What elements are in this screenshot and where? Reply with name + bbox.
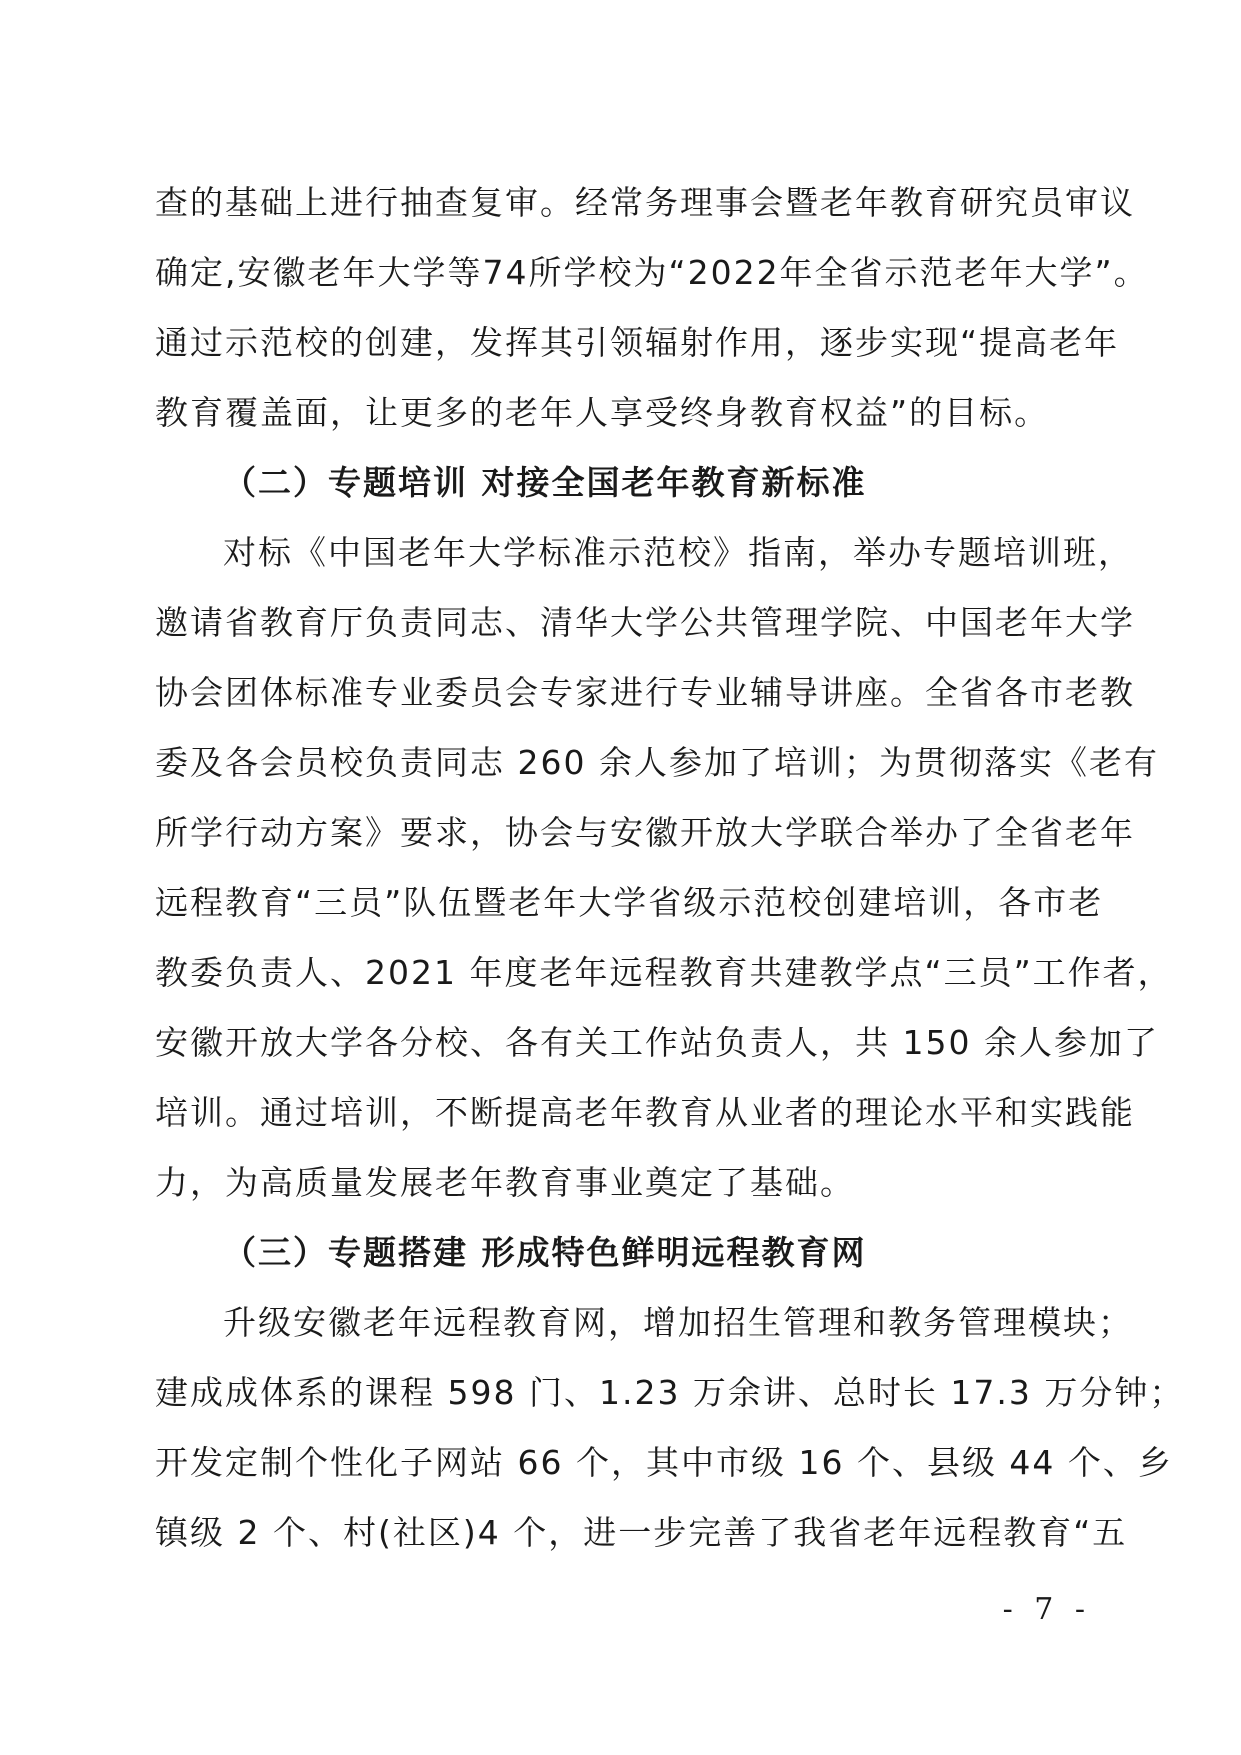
paragraph1-line-4: 教育覆盖面，让更多的老年人享受终身教育权益”的目标。: [155, 393, 1050, 432]
paragraph1-line-1: 查的基础上进行抽查复审。经常务理事会暨老年教育研究员审议: [155, 183, 1135, 222]
paragraph2-line-10: 力，为高质量发展老年教育事业奠定了基础。: [155, 1163, 855, 1202]
page-number: - 7 -: [1002, 1592, 1091, 1627]
paragraph3-line-1: 升级安徽老年远程教育网，增加招生管理和教务管理模块；: [223, 1303, 1133, 1342]
paragraph3-line-4: 镇级 2 个、村(社区)4 个，进一步完善了我省老年远程教育“五: [155, 1513, 1128, 1552]
section-heading-3: （三）专题搭建 形成特色鲜明远程教育网: [223, 1233, 867, 1272]
document-body: [155, 168, 1185, 1568]
paragraph2-line-7: 教委负责人、2021 年度老年远程教育共建教学点“三员”工作者，: [155, 953, 1173, 992]
paragraph1-line-3: 通过示范校的创建，发挥其引领辐射作用，逐步实现“提高老年: [155, 323, 1120, 362]
paragraph2-line-6: 远程教育“三员”队伍暨老年大学省级示范校创建培训，各市老: [155, 883, 1104, 922]
paragraph2-line-2: 邀请省教育厅负责同志、清华大学公共管理学院、中国老年大学: [155, 603, 1135, 642]
paragraph3-line-2: 建成成体系的课程 598 门、1.23 万余讲、总时长 17.3 万分钟；: [155, 1373, 1185, 1412]
paragraph3-line-3: 开发定制个性化子网站 66 个，其中市级 16 个、县级 44 个、乡: [155, 1443, 1173, 1482]
paragraph2-line-8: 安徽开放大学各分校、各有关工作站负责人，共 150 余人参加了: [155, 1023, 1159, 1062]
paragraph2-line-4: 委及各会员校负责同志 260 余人参加了培训；为贯彻落实《老有: [155, 743, 1159, 782]
section-heading-2: （二）专题培训 对接全国老年教育新标准: [223, 463, 867, 502]
paragraph1-line-2: 确定,安徽老年大学等74所学校为“2022年全省示范老年大学”。: [155, 253, 1149, 292]
paragraph2-line-5: 所学行动方案》要求，协会与安徽开放大学联合举办了全省老年: [155, 813, 1135, 852]
paragraph2-line-3: 协会团体标准专业委员会专家进行专业辅导讲座。全省各市老教: [155, 673, 1135, 712]
paragraph2-line-1: 对标《中国老年大学标准示范校》指南，举办专题培训班，: [223, 533, 1133, 572]
paragraph2-line-9: 培训。通过培训，不断提高老年教育从业者的理论水平和实践能: [155, 1093, 1135, 1132]
